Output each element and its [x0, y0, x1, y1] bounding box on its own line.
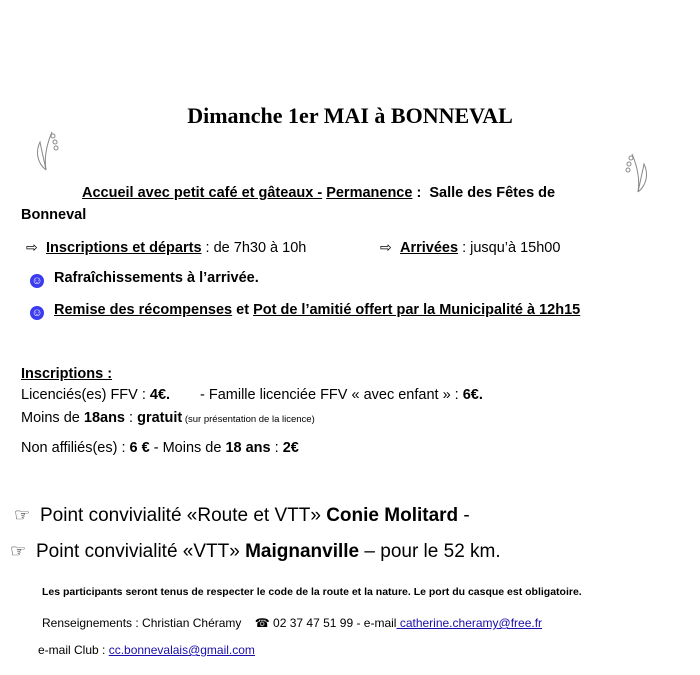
smiley-icon: ☺ — [31, 275, 43, 287]
arrow-right-icon: ⇨ — [26, 239, 38, 255]
famille-line — [200, 387, 483, 403]
tarifs-heading: Inscriptions : — [21, 366, 113, 382]
non-age: 18 ans — [225, 440, 271, 456]
non-mid: - Moins de — [149, 440, 226, 456]
smiley-icon: ☺ — [31, 307, 43, 319]
point-1-name: Conie Molitard — [326, 505, 459, 526]
point-2-suffix: – pour le 52 km. — [359, 541, 501, 562]
lily-of-the-valley-left-icon — [32, 128, 64, 172]
club-email-label: e-mail Club : — [38, 643, 109, 657]
non-price: 6 € — [129, 440, 150, 456]
arrivees-label: Arrivées — [400, 240, 459, 256]
arrivees-value: : jusqu’à 15h00 — [458, 240, 561, 256]
remise-mid: et — [232, 302, 254, 318]
famille-prefix: - Famille licenciée FFV « avec enfant » : — [200, 387, 463, 403]
moins-age: 18ans — [83, 410, 125, 426]
page-title: Dimanche 1er MAI à BONNEVAL — [187, 103, 513, 128]
remise-line — [30, 302, 580, 320]
point-2-name: Maignanville — [245, 541, 360, 562]
non-affilies-line — [21, 440, 299, 456]
rafraichissements-line — [30, 270, 259, 288]
permanence-sep: : — [412, 185, 422, 201]
point-convivialite-1 — [14, 505, 470, 527]
non-sep: : — [270, 440, 283, 456]
point-1-prefix: Point convivialité «Route et VTT» — [40, 505, 327, 526]
accueil-text: Accueil avec petit café et gâteaux - — [82, 185, 323, 201]
accueil-place-2: Bonneval — [21, 207, 87, 223]
pointing-hand-icon: ☞ — [10, 541, 27, 561]
point-2-prefix: Point convivialité «VTT» — [36, 541, 246, 562]
point-convivialite-2 — [10, 541, 501, 563]
non-prefix: Non affiliés(es) : — [21, 440, 130, 456]
moins-line — [21, 410, 315, 426]
renseignements-text: Renseignements : Christian Chéramy — [42, 616, 242, 630]
notice-text: Les participants seront tenus de respecter le code de la route et la nature. Le port du casque est obligatoire. — [42, 586, 582, 598]
contact-line — [42, 616, 542, 630]
licencies-prefix: Licenciés(es) FFV : — [21, 387, 150, 403]
phone-icon: ☎ — [254, 616, 270, 630]
permanence-label: Permanence — [326, 185, 413, 201]
phone-number: 02 37 47 51 99 — [269, 616, 354, 630]
inscriptions-departs-label: Inscriptions et départs — [46, 240, 202, 256]
accueil-line — [82, 185, 555, 201]
moins-prefix: Moins de — [21, 410, 84, 426]
email-prefix: - e-mail — [353, 616, 397, 630]
point-1-suffix: - — [458, 505, 470, 526]
licencies-line — [21, 387, 170, 403]
licencies-price: 4€. — [149, 387, 171, 403]
non-price-2: 2€ — [282, 440, 299, 456]
pointing-hand-icon: ☞ — [14, 505, 31, 525]
remise-label: Remise des récompenses — [54, 302, 233, 318]
lily-of-the-valley-right-icon — [622, 150, 654, 194]
arrivees-line — [380, 239, 560, 256]
moins-gratuit: gratuit — [137, 410, 183, 426]
moins-note: (sur présentation de la licence) — [182, 414, 315, 425]
famille-price: 6€. — [462, 387, 483, 403]
inscriptions-line — [26, 239, 306, 256]
club-email-link[interactable]: cc.bonnevalais@gmail.com — [108, 643, 255, 657]
rafraichissements-text: Rafraîchissements à l’arrivée. — [54, 270, 259, 286]
pot-label: Pot de l’amitié offert par la Municipalité à 12h15 — [253, 302, 581, 318]
contact-email-link[interactable]: catherine.cheramy@free.fr — [396, 616, 543, 630]
moins-sep: : — [125, 410, 138, 426]
arrow-right-icon: ⇨ — [380, 239, 392, 255]
club-email-line — [38, 643, 255, 657]
accueil-place: Salle des Fêtes de — [429, 185, 556, 201]
inscriptions-departs-value: : de 7h30 à 10h — [201, 240, 307, 256]
